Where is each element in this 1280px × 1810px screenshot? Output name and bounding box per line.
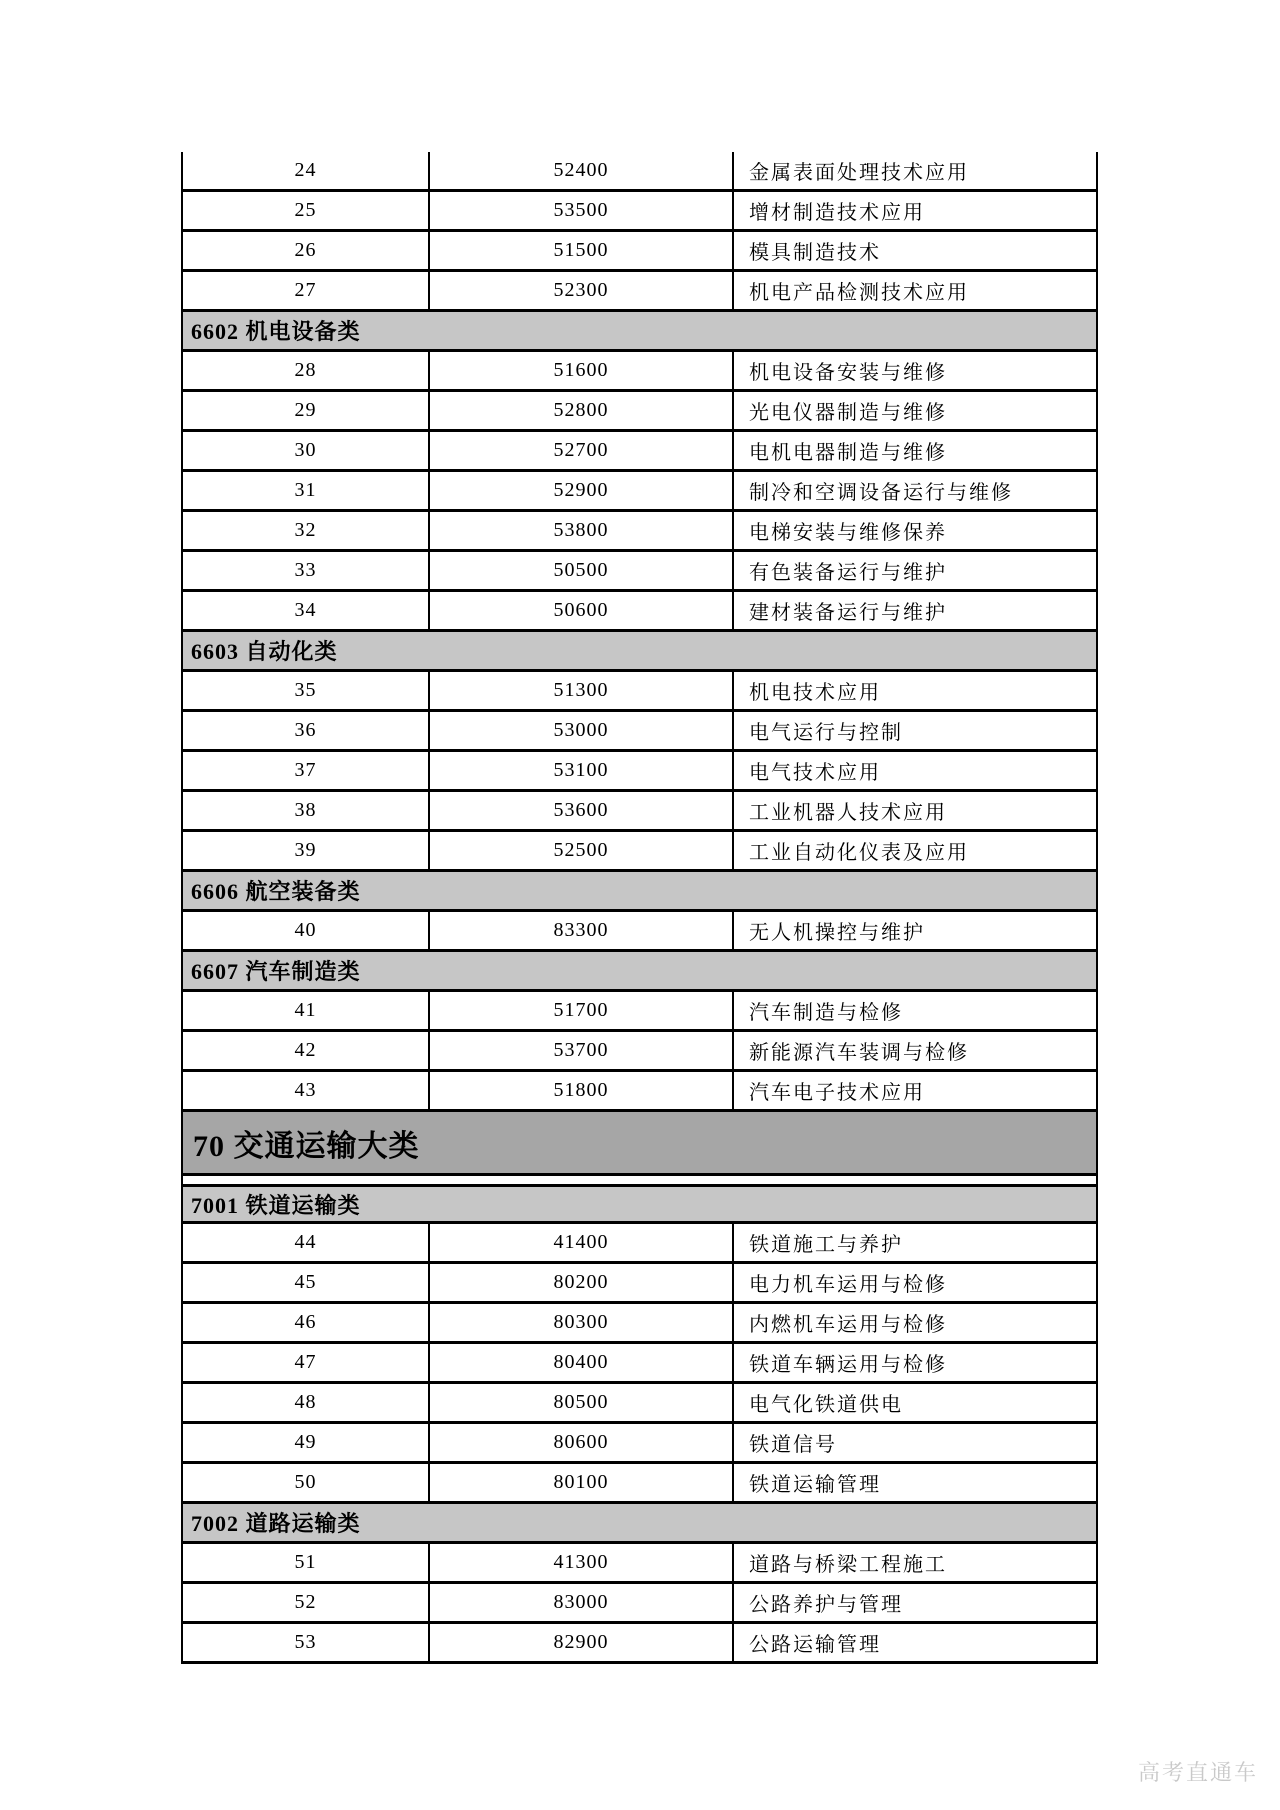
section-header-row: 6603 自动化类 bbox=[183, 632, 1096, 672]
code-cell: 52900 bbox=[430, 472, 734, 509]
name-cell: 汽车电子技术应用 bbox=[749, 1082, 925, 1104]
section-header-row: 7002 道路运输类 bbox=[183, 1504, 1096, 1544]
code-cell: 82900 bbox=[430, 1624, 734, 1661]
code-cell: 83000 bbox=[430, 1584, 734, 1621]
name-cell: 铁道施工与养护 bbox=[749, 1234, 903, 1256]
name-cell: 电气化铁道供电 bbox=[749, 1394, 903, 1416]
seq-cell: 47 bbox=[183, 1344, 430, 1381]
seq-cell: 50 bbox=[183, 1464, 430, 1501]
seq-cell: 37 bbox=[183, 752, 430, 789]
name-cell: 公路养护与管理 bbox=[749, 1594, 903, 1616]
seq-cell: 51 bbox=[183, 1544, 430, 1581]
table-row bbox=[183, 1304, 1096, 1344]
name-cell: 工业自动化仪表及应用 bbox=[749, 842, 969, 864]
table-row bbox=[183, 1464, 1096, 1504]
code-cell: 52400 bbox=[430, 152, 734, 189]
seq-cell: 44 bbox=[183, 1224, 430, 1261]
table-row bbox=[183, 232, 1096, 272]
seq-cell: 34 bbox=[183, 592, 430, 629]
table-row bbox=[183, 552, 1096, 592]
seq-cell: 29 bbox=[183, 392, 430, 429]
seq-cell: 49 bbox=[183, 1424, 430, 1461]
code-cell: 80500 bbox=[430, 1384, 734, 1421]
table-row bbox=[183, 912, 1096, 952]
code-cell: 51700 bbox=[430, 992, 734, 1029]
code-cell: 80600 bbox=[430, 1424, 734, 1461]
name-cell: 新能源汽车装调与检修 bbox=[749, 1042, 969, 1064]
table-row bbox=[183, 1224, 1096, 1264]
name-cell: 铁道信号 bbox=[749, 1434, 837, 1456]
seq-cell: 40 bbox=[183, 912, 430, 949]
name-cell: 光电仪器制造与维修 bbox=[749, 402, 947, 424]
table-row bbox=[183, 1032, 1096, 1072]
seq-cell: 42 bbox=[183, 1032, 430, 1069]
name-cell: 机电设备安装与维修 bbox=[749, 362, 947, 384]
code-cell: 51800 bbox=[430, 1072, 734, 1109]
major-header-row: 70 交通运输大类 bbox=[183, 1112, 1096, 1176]
table-row bbox=[183, 152, 1096, 192]
code-cell: 52800 bbox=[430, 392, 734, 429]
seq-cell: 36 bbox=[183, 712, 430, 749]
code-cell: 51300 bbox=[430, 672, 734, 709]
name-cell: 工业机器人技术应用 bbox=[749, 802, 947, 824]
table-row bbox=[183, 792, 1096, 832]
table-row bbox=[183, 272, 1096, 312]
seq-cell: 46 bbox=[183, 1304, 430, 1341]
seq-cell: 41 bbox=[183, 992, 430, 1029]
table-row bbox=[183, 1624, 1096, 1664]
seq-cell: 25 bbox=[183, 192, 430, 229]
code-cell: 80400 bbox=[430, 1344, 734, 1381]
seq-cell: 30 bbox=[183, 432, 430, 469]
code-cell: 53700 bbox=[430, 1032, 734, 1069]
table-row bbox=[183, 992, 1096, 1032]
code-cell: 41400 bbox=[430, 1224, 734, 1261]
seq-cell: 39 bbox=[183, 832, 430, 869]
name-cell: 制冷和空调设备运行与维修 bbox=[749, 482, 1013, 504]
seq-cell: 48 bbox=[183, 1384, 430, 1421]
watermark: 高考直通车 bbox=[1138, 1760, 1259, 1785]
table-row bbox=[183, 712, 1096, 752]
table-row bbox=[183, 392, 1096, 432]
table-row bbox=[183, 1344, 1096, 1384]
table-row bbox=[183, 512, 1096, 552]
seq-cell: 53 bbox=[183, 1624, 430, 1661]
code-cell: 80200 bbox=[430, 1264, 734, 1301]
name-cell: 内燃机车运用与检修 bbox=[749, 1314, 947, 1336]
name-cell: 电气运行与控制 bbox=[749, 722, 903, 744]
name-cell: 铁道运输管理 bbox=[749, 1474, 881, 1496]
code-cell: 50600 bbox=[430, 592, 734, 629]
name-cell: 电梯安装与维修保养 bbox=[749, 522, 947, 544]
table-row bbox=[183, 1384, 1096, 1424]
name-cell: 金属表面处理技术应用 bbox=[749, 162, 969, 184]
table-row bbox=[183, 1424, 1096, 1464]
table-row bbox=[183, 352, 1096, 392]
seq-cell: 33 bbox=[183, 552, 430, 589]
code-cell: 53500 bbox=[430, 192, 734, 229]
section-header-row: 6606 航空装备类 bbox=[183, 872, 1096, 912]
table-row bbox=[183, 432, 1096, 472]
code-cell: 41300 bbox=[430, 1544, 734, 1581]
seq-cell: 52 bbox=[183, 1584, 430, 1621]
seq-cell: 43 bbox=[183, 1072, 430, 1109]
code-cell: 80300 bbox=[430, 1304, 734, 1341]
code-cell: 52300 bbox=[430, 272, 734, 309]
code-cell: 52700 bbox=[430, 432, 734, 469]
name-cell: 道路与桥梁工程施工 bbox=[749, 1554, 947, 1576]
name-cell: 铁道车辆运用与检修 bbox=[749, 1354, 947, 1376]
seq-cell: 45 bbox=[183, 1264, 430, 1301]
seq-cell: 35 bbox=[183, 672, 430, 709]
seq-cell: 28 bbox=[183, 352, 430, 389]
name-cell: 汽车制造与检修 bbox=[749, 1002, 903, 1024]
seq-cell: 26 bbox=[183, 232, 430, 269]
table-row bbox=[183, 1544, 1096, 1584]
name-cell: 模具制造技术 bbox=[749, 242, 881, 264]
table-row bbox=[183, 1264, 1096, 1304]
seq-cell: 38 bbox=[183, 792, 430, 829]
section-header-row: 6602 机电设备类 bbox=[183, 312, 1096, 352]
seq-cell: 31 bbox=[183, 472, 430, 509]
table-row bbox=[183, 672, 1096, 712]
table-row bbox=[183, 1584, 1096, 1624]
catalog-table bbox=[181, 152, 1098, 1664]
code-cell: 51500 bbox=[430, 232, 734, 269]
name-cell: 有色装备运行与维护 bbox=[749, 562, 947, 584]
code-cell: 52500 bbox=[430, 832, 734, 869]
table-row bbox=[183, 192, 1096, 232]
code-cell: 50500 bbox=[430, 552, 734, 589]
name-cell: 机电产品检测技术应用 bbox=[749, 282, 969, 304]
code-cell: 51600 bbox=[430, 352, 734, 389]
name-cell: 电气技术应用 bbox=[749, 762, 881, 784]
name-cell: 建材装备运行与维护 bbox=[749, 602, 947, 624]
code-cell: 80100 bbox=[430, 1464, 734, 1501]
table-row bbox=[183, 752, 1096, 792]
table-row bbox=[183, 1072, 1096, 1112]
seq-cell: 32 bbox=[183, 512, 430, 549]
code-cell: 53000 bbox=[430, 712, 734, 749]
code-cell: 53600 bbox=[430, 792, 734, 829]
code-cell: 53100 bbox=[430, 752, 734, 789]
seq-cell: 27 bbox=[183, 272, 430, 309]
name-cell: 电机电器制造与维修 bbox=[749, 442, 947, 464]
section-header-row: 6607 汽车制造类 bbox=[183, 952, 1096, 992]
name-cell: 增材制造技术应用 bbox=[749, 202, 925, 224]
code-cell: 53800 bbox=[430, 512, 734, 549]
name-cell: 电力机车运用与检修 bbox=[749, 1274, 947, 1296]
name-cell: 机电技术应用 bbox=[749, 682, 881, 704]
seq-cell: 24 bbox=[183, 152, 430, 189]
table-row bbox=[183, 592, 1096, 632]
table-row bbox=[183, 472, 1096, 512]
code-cell: 83300 bbox=[430, 912, 734, 949]
section-header-row: 7001 铁道运输类 bbox=[183, 1184, 1096, 1224]
name-cell: 无人机操控与维护 bbox=[749, 922, 925, 944]
table-row bbox=[183, 832, 1096, 872]
name-cell: 公路运输管理 bbox=[749, 1634, 881, 1656]
